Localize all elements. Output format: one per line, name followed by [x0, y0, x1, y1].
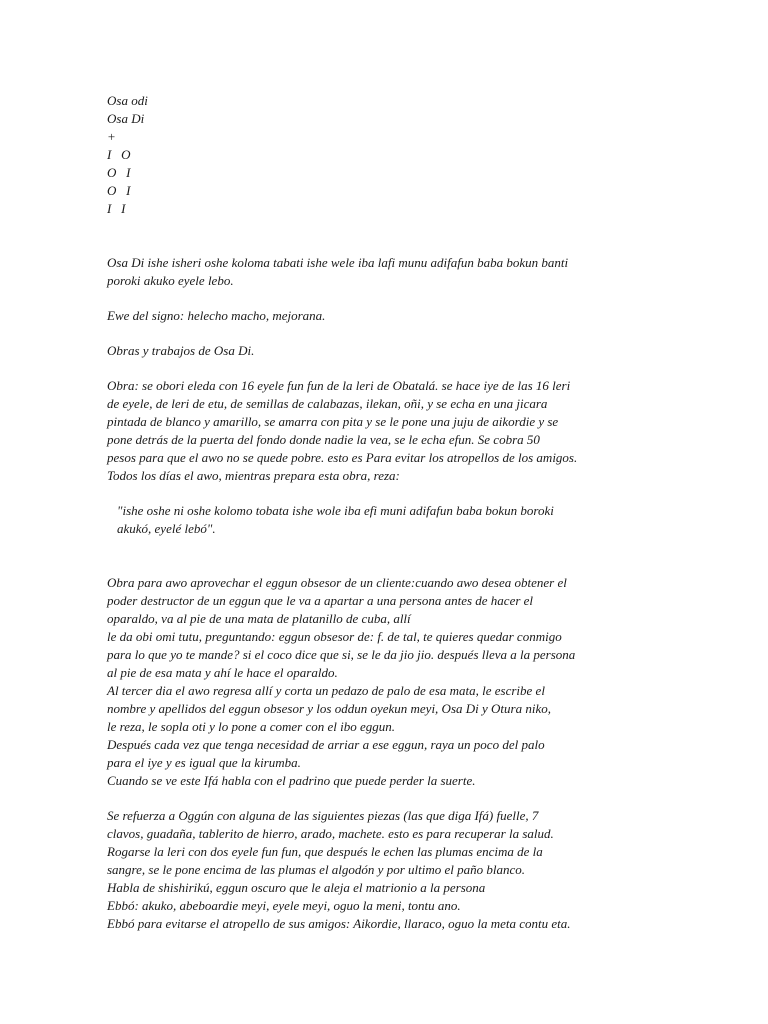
obras-heading: [107, 342, 667, 360]
paragraph-line: Al tercer dia el awo regresa allí y corta un pedazo de palo de esa mata, le escribe el: [107, 683, 545, 698]
eggun-paragraph: [107, 574, 667, 790]
paragraph-line: Osa Di ishe isheri oshe koloma tabati ishe wele iba lafi munu adifafun baba bokun banti: [107, 255, 569, 270]
paragraph-line: de eyele, de leri de etu, de semillas de calabazas, ilekan, oñi, y se echa en una jicara: [107, 396, 548, 411]
oggun-paragraph: [107, 807, 667, 933]
paragraph-line: al pie de esa mata y ahí le hace el oparaldo.: [107, 665, 338, 680]
paragraph-line: poroki akuko eyele lebo.: [107, 273, 234, 288]
sign-mark-row-3: O I: [107, 183, 131, 198]
section-heading: Obras y trabajos de Osa Di.: [107, 343, 255, 358]
paragraph-line: le reza, le sopla oti y lo pone a comer con el ibo eggun.: [107, 719, 395, 734]
sign-mark-row-4: I I: [107, 201, 126, 216]
paragraph-line: Obra: se obori eleda con 16 eyele fun fun de la leri de Obatalá. se hace iye de las 16 leri: [107, 378, 571, 393]
paragraph-line: sangre, se le pone encima de las plumas el algodón y por ultimo el paño blanco.: [107, 862, 525, 877]
paragraph-line: Cuando se ve este Ifá habla con el padrino que puede perder la suerte.: [107, 773, 476, 788]
paragraph-line: pone detrás de la puerta del fondo donde nadie la vea, se le echa efun. Se cobra 50: [107, 432, 540, 447]
ewe-paragraph: [107, 307, 667, 325]
paragraph-line: nombre y apellidos del eggun obsesor y los oddun oyekun meyi, Osa Di y Otura niko,: [107, 701, 551, 716]
paragraph-line: Todos los días el awo, mientras prepara esta obra, reza:: [107, 468, 400, 483]
paragraph-line: Habla de shishirikú, eggun oscuro que le aleja el matrionio a la persona: [107, 880, 486, 895]
paragraph-line: pintada de blanco y amarillo, se amarra con pita y se le pone una juju de aikordie y se: [107, 414, 559, 429]
obra-paragraph: [107, 377, 667, 485]
sign-plus: +: [107, 129, 116, 144]
intro-paragraph: [107, 254, 667, 290]
paragraph-line: Rogarse la leri con dos eyele fun fun, que después le echen las plumas encima de la: [107, 844, 543, 859]
paragraph-line: Ebbó para evitarse el atropello de sus amigos: Aikordie, llaraco, oguo la meta contu eta.: [107, 916, 571, 931]
sign-section: [107, 92, 667, 218]
paragraph-line: Se refuerza a Oggún con alguna de las siguientes piezas (las que diga Ifá) fuelle, 7: [107, 808, 539, 823]
sign-mark-row-1: I O: [107, 147, 131, 162]
paragraph-line: Ebbó: akuko, abeboardie meyi, eyele meyi, oguo la meni, tontu ano.: [107, 898, 461, 913]
paragraph-line: Obra para awo aprovechar el eggun obsesor de un cliente:cuando awo desea obtener el: [107, 575, 567, 590]
document-page: [107, 92, 667, 933]
paragraph-line: clavos, guadaña, tablerito de hierro, arado, machete. esto es para recuperar la salud.: [107, 826, 554, 841]
paragraph-line: poder destructor de un eggun que le va a apartar a una persona antes de hacer el: [107, 593, 534, 608]
prayer-line: akukó, eyelé lebó".: [117, 521, 216, 536]
sign-title: Osa odi: [107, 93, 148, 108]
paragraph-line: para lo que yo te mande? si el coco dice que si, se le da jio jio. después lleva a la persona: [107, 647, 576, 662]
paragraph-line: le da obi omi tutu, preguntando: eggun obsesor de: f. de tal, te quieres quedar conmigo: [107, 629, 562, 644]
prayer-line: "ishe oshe ni oshe kolomo tobata ishe wole iba efi muni adifafun baba bokun boroki: [117, 503, 554, 518]
paragraph-line: oparaldo, va al pie de una mata de platanillo de cuba, allí: [107, 611, 411, 626]
sign-name: Osa Di: [107, 111, 145, 126]
paragraph-line: pesos para que el awo no se quede pobre. esto es Para evitar los atropellos de los amigos.: [107, 450, 578, 465]
sign-mark-row-2: O I: [107, 165, 131, 180]
paragraph-line: Después cada vez que tenga necesidad de arriar a ese eggun, raya un poco del palo: [107, 737, 545, 752]
paragraph-line: Ewe del signo: helecho macho, mejorana.: [107, 308, 326, 323]
prayer-quote: [107, 502, 667, 538]
paragraph-line: para el iye y es igual que la kirumba.: [107, 755, 301, 770]
